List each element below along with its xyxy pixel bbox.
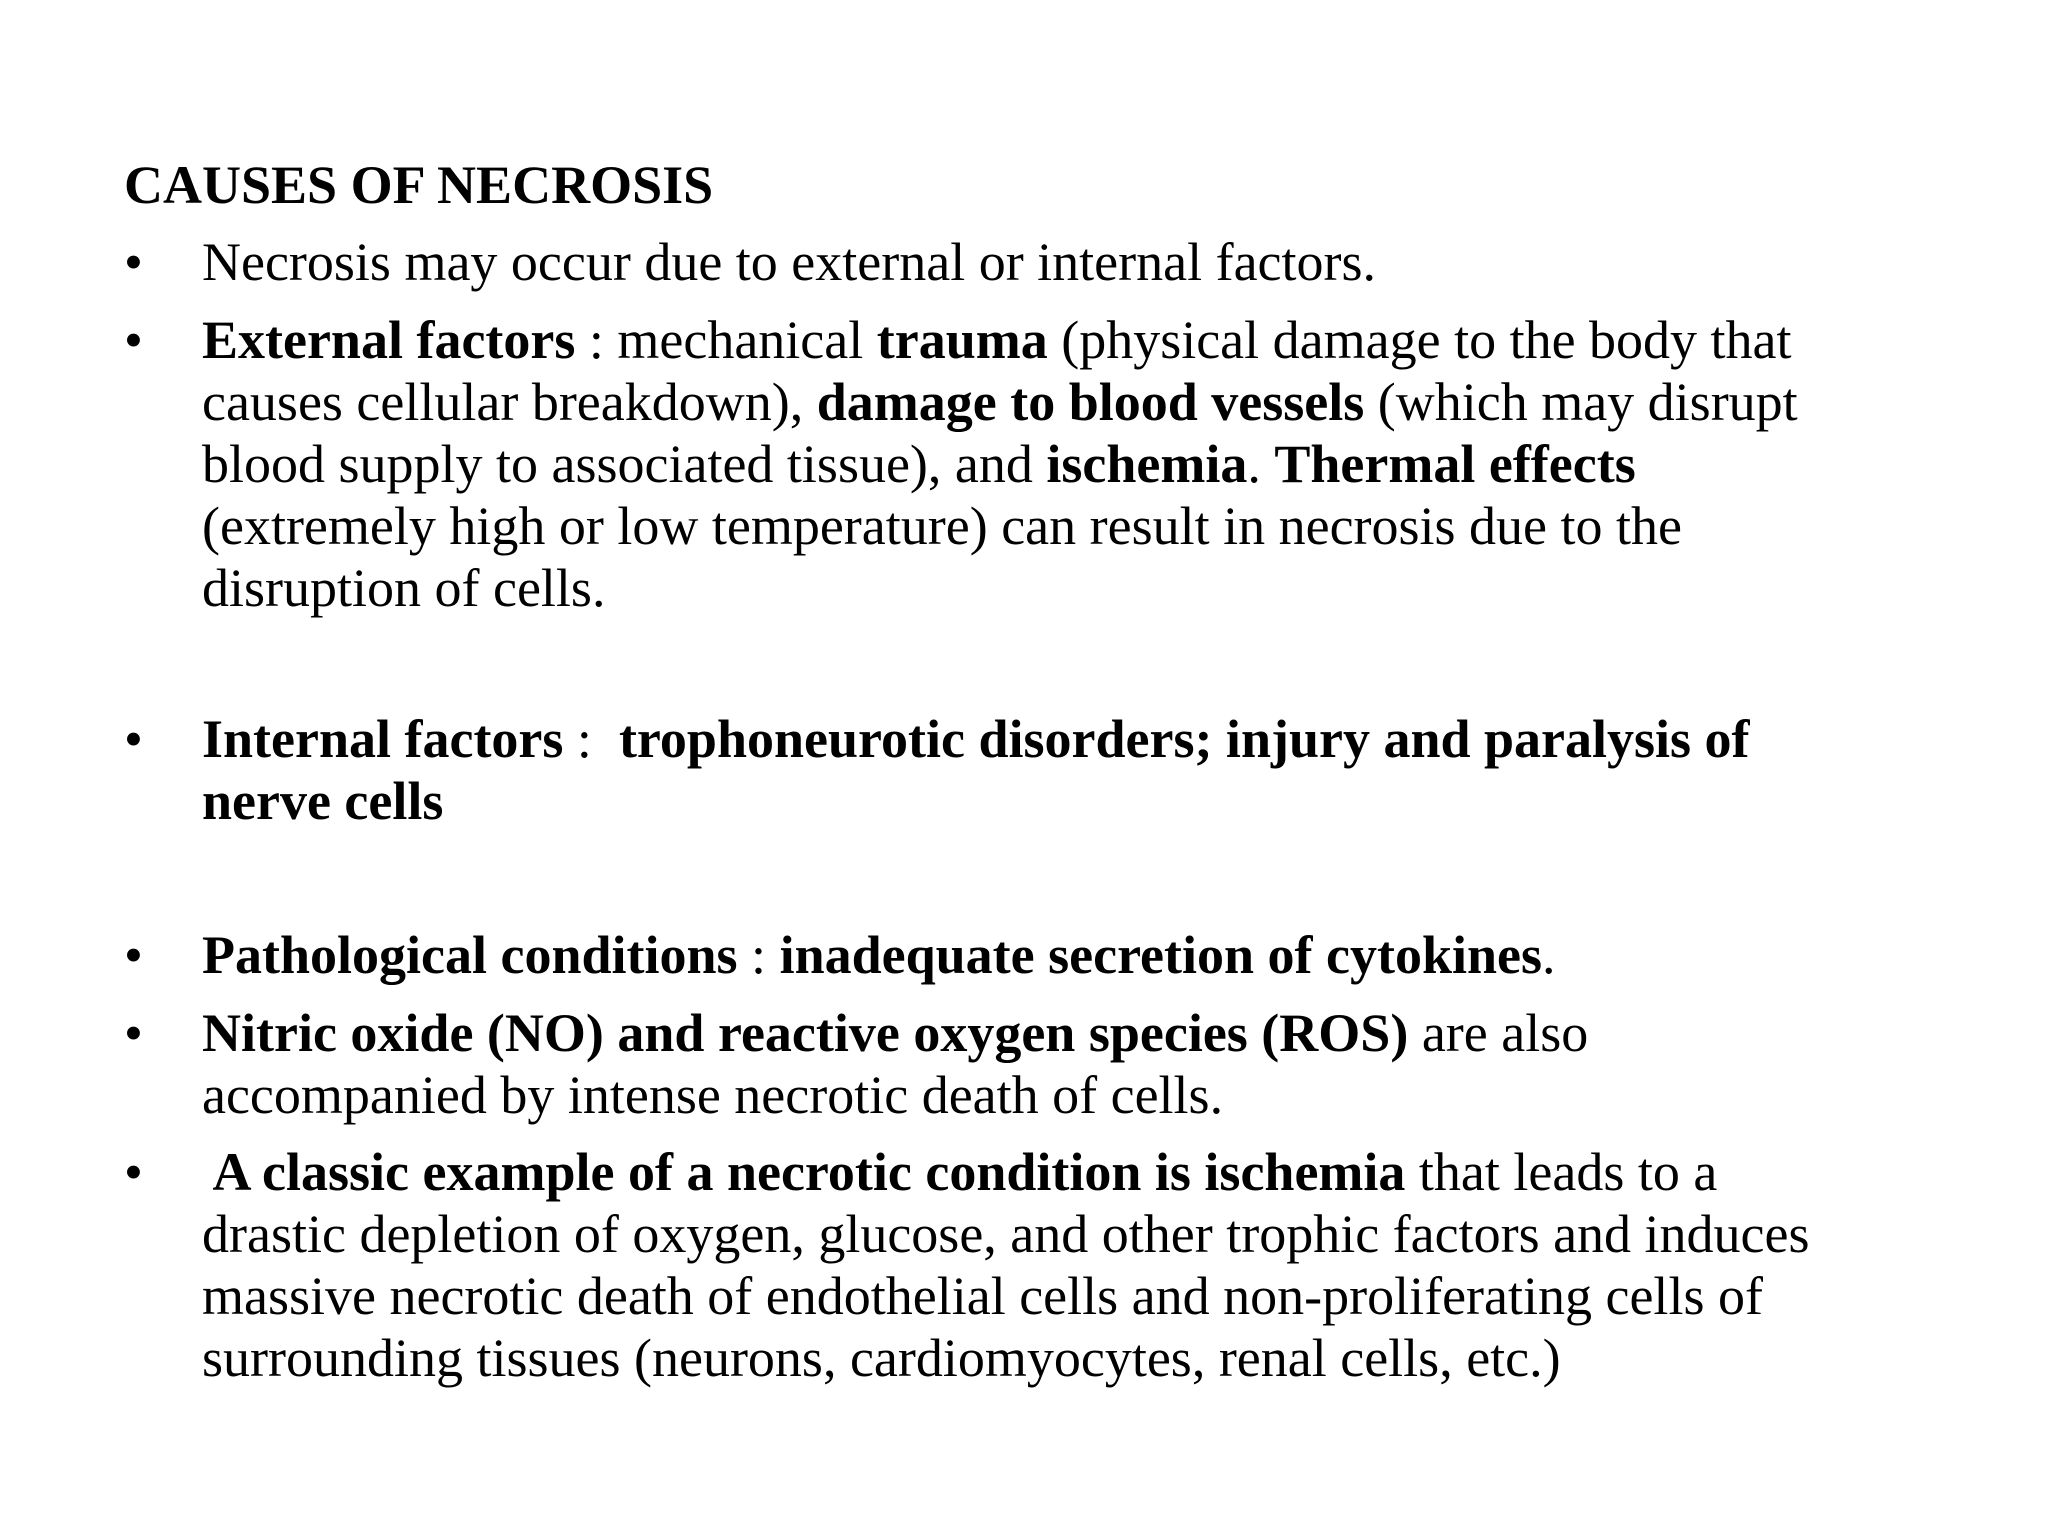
text-line bbox=[202, 309, 2048, 371]
plain-text: drastic depletion of oxygen, glucose, and other trophic factors and induces bbox=[202, 1204, 1810, 1264]
plain-text: that leads to a bbox=[1405, 1142, 1718, 1202]
bullet-text bbox=[202, 231, 2048, 293]
plain-text: accompanied by intense necrotic death of cells. bbox=[202, 1065, 1224, 1125]
text-line bbox=[202, 1203, 2048, 1265]
bold-text: External factors bbox=[202, 310, 576, 370]
plain-text: (physical damage to the body that bbox=[1047, 310, 1792, 370]
bold-text: A classic example of a necrotic condition is ischemia bbox=[202, 1142, 1406, 1202]
bold-text: inadequate secretion of cytokines bbox=[779, 925, 1543, 985]
bold-text: Nitric oxide (NO) and reactive oxygen species (ROS) bbox=[202, 1003, 1409, 1063]
text-line bbox=[202, 1064, 2048, 1126]
bullet-text bbox=[202, 924, 2048, 986]
plain-text: massive necrotic death of endothelial cells and non-proliferating cells of bbox=[202, 1266, 1763, 1326]
bullet-marker: • bbox=[124, 709, 143, 769]
text-line bbox=[202, 1141, 2048, 1203]
plain-text: are also bbox=[1408, 1003, 1589, 1063]
bullet-marker: • bbox=[124, 232, 143, 292]
plain-text: . bbox=[1247, 434, 1275, 494]
text-line bbox=[202, 708, 2048, 770]
text-line bbox=[202, 371, 2048, 433]
plain-text: (extremely high or low temperature) can result in necrosis due to the bbox=[202, 496, 1682, 556]
bold-text: trauma bbox=[876, 310, 1048, 370]
plain-text: (which may disrupt bbox=[1364, 372, 1798, 432]
text-line bbox=[202, 1002, 2048, 1064]
text-line bbox=[202, 433, 2048, 495]
bold-text: ischemia bbox=[1046, 434, 1248, 494]
bullet-text bbox=[202, 309, 2048, 619]
text-line bbox=[202, 495, 2048, 557]
bullet-text bbox=[202, 1141, 2048, 1389]
bold-text: Thermal effects bbox=[1274, 434, 1636, 494]
plain-text: blood supply to associated tissue), and bbox=[202, 434, 1047, 494]
text-line bbox=[202, 231, 2048, 293]
plain-text: causes cellular breakdown), bbox=[202, 372, 817, 432]
plain-text: . bbox=[1542, 925, 1556, 985]
bullet-marker: • bbox=[124, 1003, 143, 1063]
text-line bbox=[202, 1265, 2048, 1327]
bullet-text bbox=[202, 708, 2048, 832]
bullet-text bbox=[202, 1002, 2048, 1126]
bold-text: trophoneurotic disorders; injury and paralysis of bbox=[618, 709, 1750, 769]
plain-text: Necrosis may occur due to external or internal factors. bbox=[202, 232, 1377, 292]
text-line bbox=[202, 1327, 2048, 1389]
plain-text: disruption of cells. bbox=[202, 558, 606, 618]
text-line bbox=[202, 770, 2048, 832]
bullet-marker: • bbox=[124, 310, 143, 370]
text-line bbox=[202, 924, 2048, 986]
plain-text: surrounding tissues (neurons, cardiomyocytes, renal cells, etc.) bbox=[202, 1328, 1561, 1388]
bold-text: Internal factors bbox=[202, 709, 564, 769]
bullet-marker: • bbox=[124, 1142, 143, 1202]
plain-text: : bbox=[737, 925, 780, 985]
slide-title: CAUSES OF NECROSIS bbox=[124, 155, 714, 215]
bold-text: nerve cells bbox=[202, 771, 444, 831]
plain-text: : bbox=[563, 709, 619, 769]
bullet-marker: • bbox=[124, 925, 143, 985]
bold-text: damage to blood vessels bbox=[816, 372, 1365, 432]
plain-text: : mechanical bbox=[575, 310, 877, 370]
bold-text: Pathological conditions bbox=[202, 925, 738, 985]
text-line bbox=[202, 557, 2048, 619]
